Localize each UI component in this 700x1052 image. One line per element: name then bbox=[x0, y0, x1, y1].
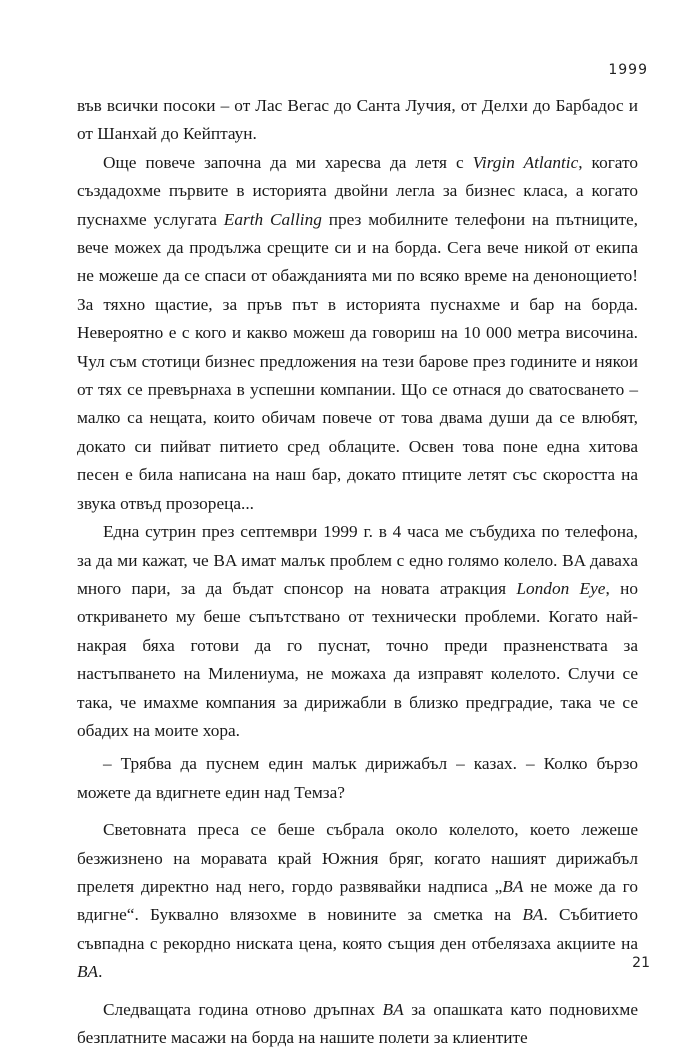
p5-italic-ba-3: BA bbox=[77, 962, 99, 982]
body-text bbox=[77, 92, 638, 1052]
p4-text: – Трябва да пуснем един малък дирижабъл – казах. – Колко бързо можете да вдигнете един над Темза? bbox=[77, 754, 638, 802]
p5-text-4: . bbox=[98, 962, 103, 982]
paragraph-4 bbox=[77, 750, 638, 807]
p2-text-2: , когато създадохме първите в историята двойни легла за бизнес класа, а когато пуснахме услугата bbox=[77, 152, 638, 229]
running-head: 1999 bbox=[608, 62, 648, 78]
paragraph-5 bbox=[77, 816, 638, 986]
p5-text-1: Световната преса се беше събрала около колелото, което лежеше безжизнено на моравата край Южния бряг, когато нашият дирижабъл прелетя директно над него, гордо развявайки надписа „ bbox=[77, 820, 638, 896]
paragraph-3 bbox=[77, 518, 638, 745]
p6-italic-ba: BA bbox=[382, 999, 404, 1019]
p5-text-2: не може да го вдигне“. Буквално влязохме в новините за сметка на bbox=[77, 876, 638, 925]
paragraph-1 bbox=[77, 92, 638, 149]
p3-text-2: , но откриването му беше съпътствано от технически проблеми. Когато най-накрая бяха готови да го пуснат, точно преди празненствата за настъпването на Милениума, не можаха да изправят колелото. Случи се така, че имахме компания за дирижабли в близко предградие, така че се обадих на моите хора. bbox=[77, 578, 639, 740]
p5-italic-ba-2: BA bbox=[522, 905, 544, 925]
p2-text-3: през мобилните телефони на пътниците, вече можех да продължа срещите си и на борда. Сега вече никой от екипа не можеше да се спаси от обажданията ми по всяко време на денонощието! За тяхно щастие, за пръв път в историята пуснахме и бар на борда. Невероятно е с кого и какво можеш да говориш на 10 000 метра височина. Чул съм стотици бизнес предложения на тези барове през годините и някои от тях се превърнаха в успешни компании. Що се отнася до сватосването – малко са нещата, които обичам повече от това двама души да се влюбят, докато си пийват питието сред облаците. Освен това поне една хитова песен е била написана на наш бар, докато птиците летят със скоростта на звука отвъд прозореца... bbox=[77, 209, 638, 513]
p6-text-1: Следващата година отново дръпнах bbox=[103, 999, 383, 1019]
page-number: 21 bbox=[632, 955, 650, 971]
p2-text-1: Още повече започна да ми харесва да летя с bbox=[103, 152, 473, 172]
p6-text-2: за опашката като подновихме безплатните масажи на борда на нашите полети за клиентите bbox=[77, 999, 638, 1047]
p2-italic-earth-calling: Earth Calling bbox=[223, 209, 322, 229]
p2-italic-virgin: Virgin Atlantic bbox=[472, 152, 579, 172]
p3-text-1: Една сутрин през септември 1999 г. в 4 часа ме събудиха по телефона, за да ми кажат, че BA имат малък проблем с едно голямо колело. BA даваха много пари, за да бъдат спонсор на новата атракция bbox=[77, 522, 638, 598]
p1-text: във всички посоки – от Лас Вегас до Санта Лучия, от Делхи до Барбадос и от Шанхай до Кейптаун. bbox=[77, 96, 638, 144]
p5-italic-ba-1: BA bbox=[502, 876, 524, 896]
p5-text-3: . Събитието съвпадна с рекордно ниската цена, която същия ден отбелязаха акциите на bbox=[77, 905, 638, 953]
p3-italic-london-eye: London Eye bbox=[516, 578, 606, 598]
paragraph-2 bbox=[77, 149, 638, 518]
paragraph-6 bbox=[77, 996, 638, 1052]
